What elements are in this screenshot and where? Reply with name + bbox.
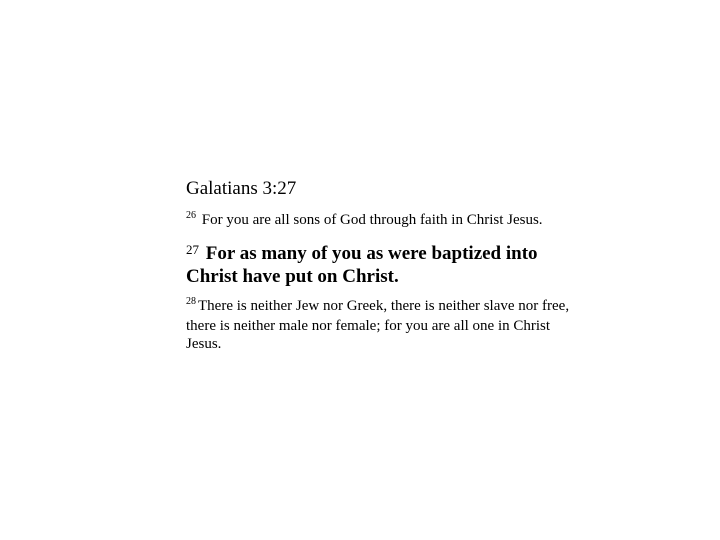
passage-content <box>186 178 576 353</box>
passage-reference: Galatians 3:27 <box>186 178 297 199</box>
verse-28 <box>186 297 572 353</box>
verse-text: For as many of you as were baptized into Christ have put on Christ. <box>186 243 538 287</box>
verse-text: There is neither Jew nor Greek, there is neither slave nor free, there is neither male nor female; for you are all one in Christ Jesus. <box>186 298 570 352</box>
verse-number: 28 <box>186 296 196 307</box>
verse-27-highlighted <box>186 243 576 288</box>
verse-text: For you are all sons of God through faith in Christ Jesus. <box>201 212 543 228</box>
verse-26 <box>186 211 576 231</box>
verse-number: 26 <box>186 210 196 221</box>
verse-number: 27 <box>186 242 199 257</box>
